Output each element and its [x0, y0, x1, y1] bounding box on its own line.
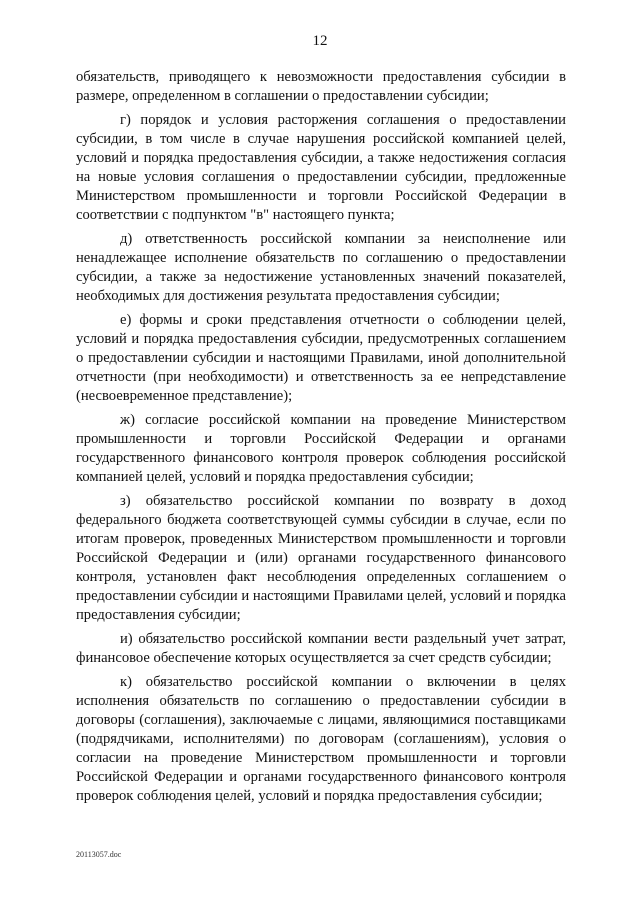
paragraph-continuation: обязательств, приводящего к невозможности предоставления субсидии в размере, определенном в соглашении о предоставлении субсидии;: [76, 69, 566, 104]
paragraph-item-k: к) обязательство российской компании о включении в целях исполнения обязательств по соглашению о предоставлении субсидии в договоры (соглашения), заключаемые с лицами, являющимися поставщиками (подрядчиками, исполнителями) по договорам (соглашениям), условия о согласии на проведение Министерством промышленности и торговли Российской Федерации и органами государственного финансового контроля проверок соблюдения целей, условий и порядка предоставления субсидии;: [76, 674, 566, 804]
paragraph-item-z: з) обязательство российской компании по возврату в доход федерального бюджета соответствующей суммы субсидии в случае, если по итогам проверок, проведенных Министерством промышленности и торговли Российской Федерации и (или) органами государственного финансового контроля, установлен факт несоблюдения определенных соглашением о предоставлении субсидии и настоящими Правилами целей, условий и порядка предоставления субсидии;: [76, 493, 566, 623]
paragraph-item-e: е) формы и сроки представления отчетности о соблюдении целей, условий и порядка предоставления субсидии, предусмотренных соглашением о предоставлении субсидии и настоящими Правилами, иной дополнительной отчетности (при необходимости) и ответственность за ее непредставление (несвоевременное представление);: [76, 312, 566, 404]
footer-filename: 20113057.doc: [76, 850, 122, 859]
paragraph-item-zh: ж) согласие российской компании на проведение Министерством промышленности и торговли Российской Федерации и органами государственного финансового контроля проверок соблюдения российской компанией целей, условий и порядка предоставления субсидии;: [76, 412, 566, 485]
paragraph-item-i: и) обязательство российской компании вести раздельный учет затрат, финансовое обеспечение которых осуществляется за счет средств субсидии;: [76, 631, 566, 666]
paragraph-item-g: г) порядок и условия расторжения соглашения о предоставлении субсидии, в том числе в случае нарушения российской компанией целей, условий и порядка предоставления субсидии, а также недостижения согласия на новые условия соглашения о предоставлении субсидии, предложенные Министерством промышленности и торговли Российской Федерации в соответствии с подпунктом "в" настоящего пункта;: [76, 112, 566, 223]
page-number: 12: [312, 33, 328, 49]
paragraph-item-d: д) ответственность российской компании за неисполнение или ненадлежащее исполнение обязательств по соглашению о предоставлении субсидии, а также за недостижение установленных значений показателей, необходимых для достижения результата предоставления субсидии;: [76, 231, 566, 304]
document-body: [76, 68, 566, 811]
